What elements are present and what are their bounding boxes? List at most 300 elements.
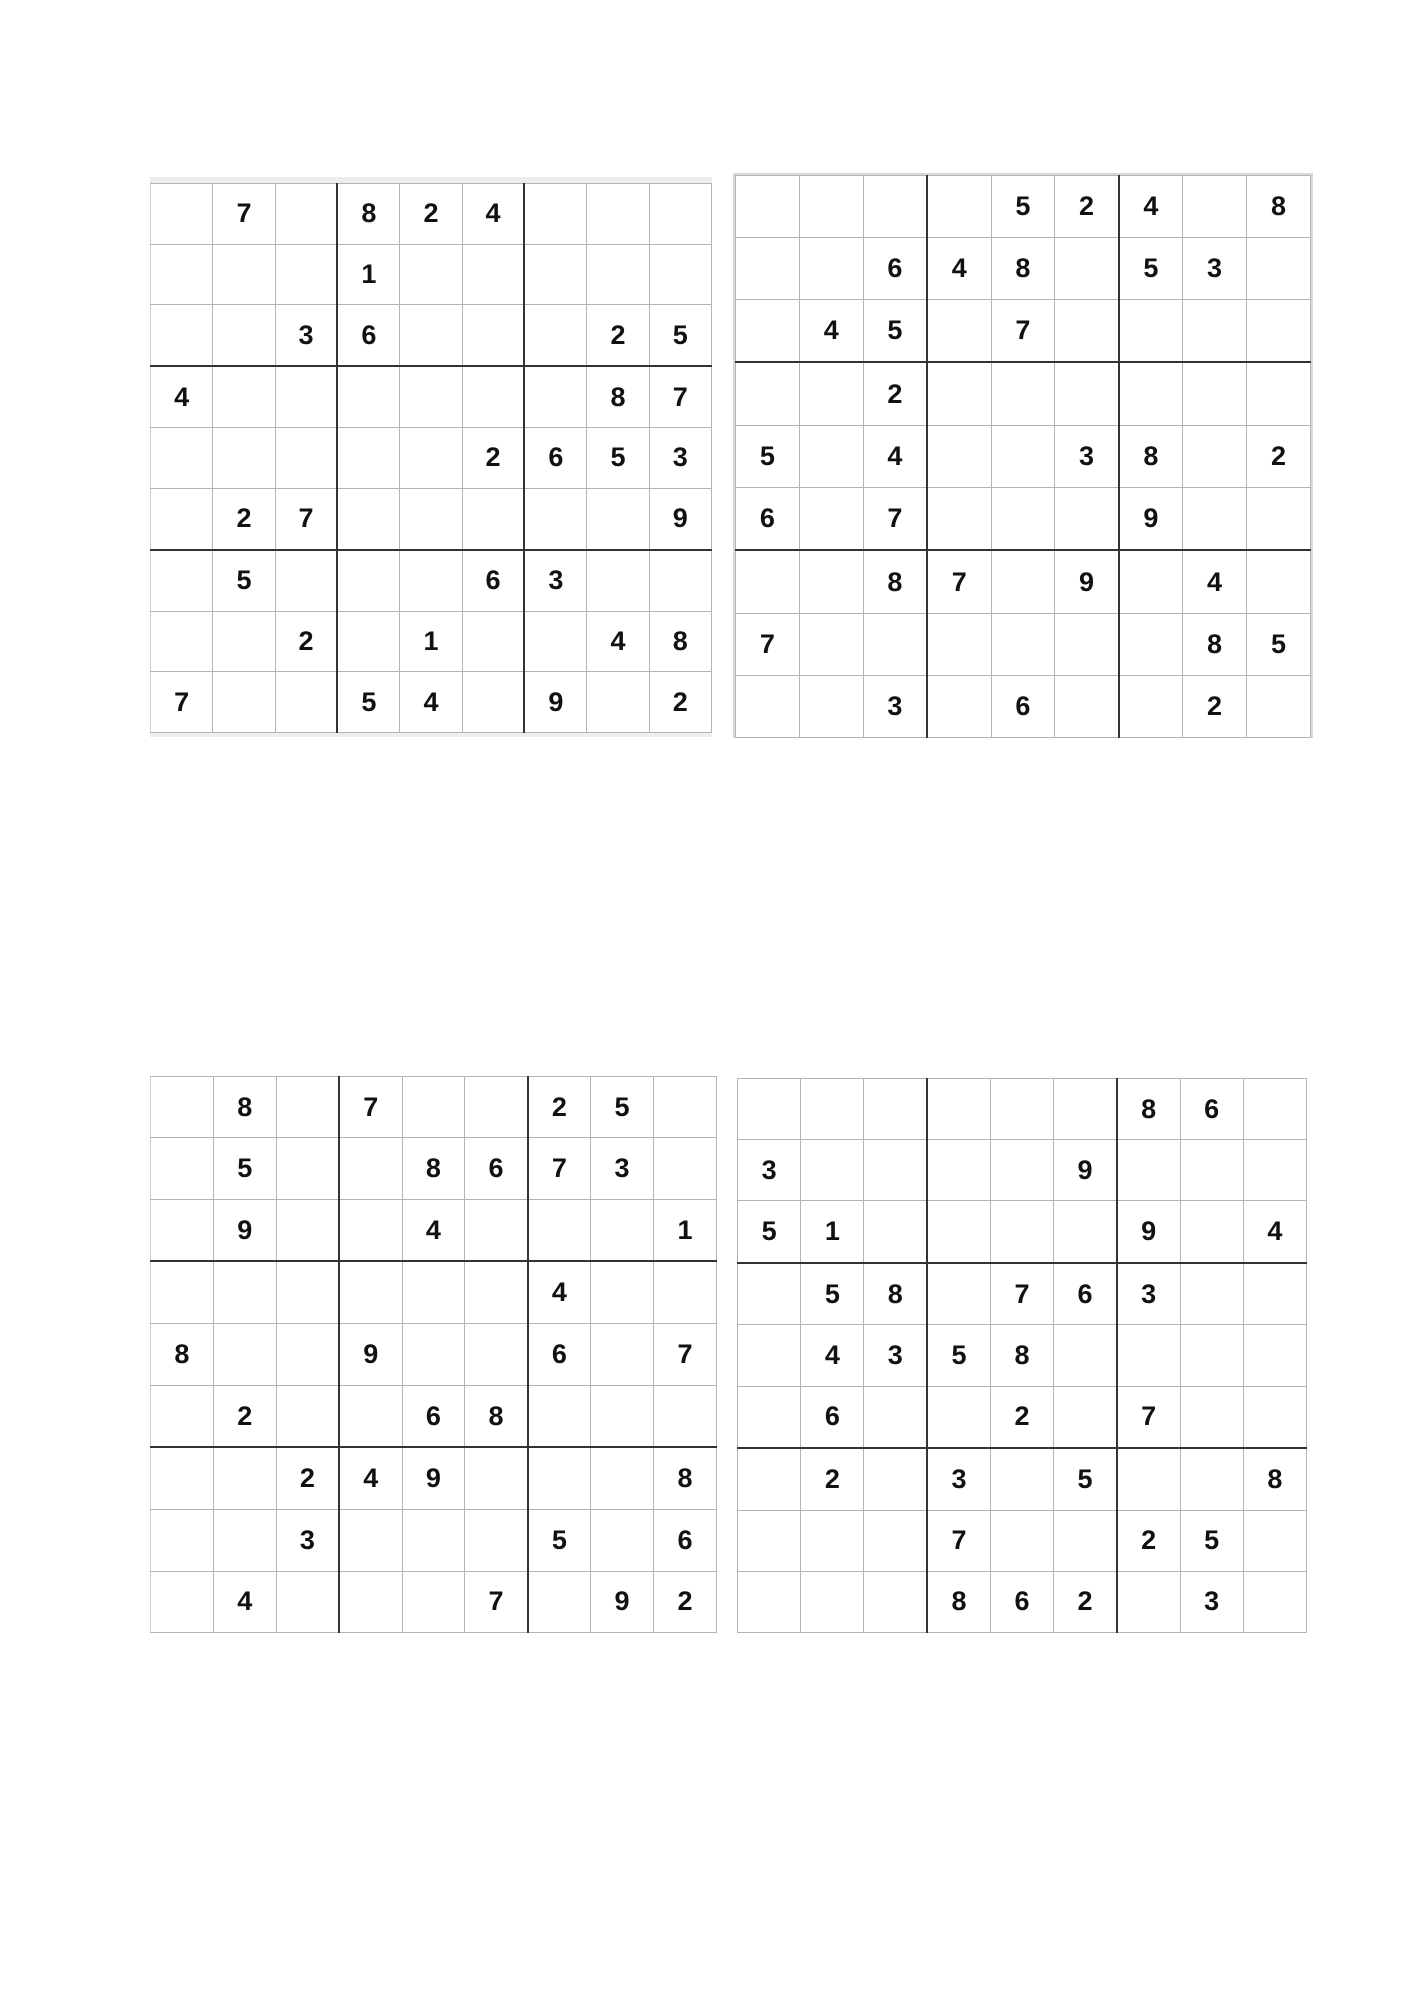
sudoku-row (736, 613, 1311, 675)
sudoku-cell (528, 1447, 591, 1509)
sudoku-cell: 8 (864, 1263, 927, 1325)
sudoku-row (738, 1571, 1307, 1632)
sudoku-cell (213, 1510, 276, 1571)
sudoku-cell (990, 1140, 1053, 1201)
sudoku-cell (649, 184, 711, 245)
sudoku-cell (400, 244, 462, 305)
sudoku-cell: 3 (275, 305, 337, 367)
sudoku-cell: 1 (400, 611, 462, 672)
sudoku-cell: 8 (465, 1385, 528, 1447)
sudoku-cell: 4 (1119, 176, 1183, 238)
sudoku-cell: 2 (400, 184, 462, 245)
sudoku-cell (1055, 362, 1119, 425)
sudoku-cell (591, 1199, 654, 1261)
sudoku-cell (275, 366, 337, 428)
sudoku-cell (151, 184, 213, 245)
sudoku-cell (654, 1385, 717, 1447)
sudoku-cell (799, 176, 863, 238)
sudoku-cell (1243, 1079, 1306, 1140)
sudoku-cell: 4 (799, 300, 863, 363)
sudoku-cell: 7 (654, 1324, 717, 1385)
sudoku-cell (151, 550, 213, 612)
sudoku-cell: 5 (801, 1263, 864, 1325)
sudoku-cell (151, 244, 213, 305)
sudoku-cell (1054, 1510, 1117, 1571)
sudoku-cell (462, 611, 524, 672)
sudoku-cell: 5 (337, 672, 399, 733)
sudoku-cell: 3 (1183, 238, 1247, 300)
sudoku-cell: 4 (1243, 1201, 1306, 1263)
sudoku-cell (276, 1385, 339, 1447)
sudoku-row (151, 366, 712, 428)
sudoku-cell: 5 (991, 176, 1055, 238)
sudoku-cell (1054, 1201, 1117, 1263)
sudoku-cell (1117, 1140, 1180, 1201)
sudoku-cell (524, 611, 586, 672)
sudoku-cell (649, 550, 711, 612)
sudoku-cell: 8 (649, 611, 711, 672)
sudoku-cell (1180, 1325, 1243, 1386)
sudoku-cell (736, 300, 800, 363)
sudoku-cell (339, 1199, 402, 1261)
sudoku-row (738, 1386, 1307, 1448)
sudoku-row (738, 1140, 1307, 1201)
sudoku-row (151, 1138, 717, 1199)
sudoku-cell: 5 (1054, 1448, 1117, 1510)
sudoku-cell (213, 1324, 276, 1385)
sudoku-cell (990, 1510, 1053, 1571)
sudoku-cell: 4 (213, 1571, 276, 1632)
sudoku-cell: 3 (649, 428, 711, 489)
sudoku-cell: 7 (927, 550, 991, 613)
sudoku-cell: 5 (528, 1510, 591, 1571)
sudoku-cell (991, 487, 1055, 550)
sudoku-cell (1180, 1140, 1243, 1201)
sudoku-cell: 4 (863, 425, 927, 487)
sudoku-cell: 7 (863, 487, 927, 550)
sudoku-cell (276, 1571, 339, 1632)
sudoku-cell (587, 672, 649, 733)
sudoku-cell (587, 184, 649, 245)
sudoku-row (736, 238, 1311, 300)
sudoku-cell (465, 1199, 528, 1261)
sudoku-cell: 3 (524, 550, 586, 612)
sudoku-cell: 8 (1243, 1448, 1306, 1510)
sudoku-cell (864, 1079, 927, 1140)
sudoku-cell: 5 (863, 300, 927, 363)
sudoku-cell: 8 (1247, 176, 1311, 238)
sudoku-cell (1183, 300, 1247, 363)
sudoku-cell (864, 1386, 927, 1448)
sudoku-cell (151, 1447, 214, 1509)
sudoku-cell (799, 487, 863, 550)
sudoku-cell: 5 (738, 1201, 801, 1263)
sudoku-row (151, 428, 712, 489)
sudoku-cell: 5 (736, 425, 800, 487)
sudoku-cell: 7 (339, 1077, 402, 1138)
sudoku-cell: 9 (1119, 487, 1183, 550)
sudoku-cell (927, 1140, 990, 1201)
sudoku-cell (864, 1510, 927, 1571)
sudoku-cell (1183, 425, 1247, 487)
sudoku-cell (1247, 550, 1311, 613)
sudoku-cell: 3 (864, 1325, 927, 1386)
sudoku-cell (799, 362, 863, 425)
sudoku-cell (864, 1201, 927, 1263)
sudoku-cell (927, 1201, 990, 1263)
sudoku-row (736, 176, 1311, 238)
sudoku-cell (799, 675, 863, 737)
sudoku-cell: 9 (649, 488, 711, 550)
sudoku-cell (524, 184, 586, 245)
sudoku-cell: 2 (587, 305, 649, 367)
sudoku-cell (339, 1510, 402, 1571)
sudoku-cell (591, 1324, 654, 1385)
sudoku-cell (151, 1385, 214, 1447)
sudoku-cell: 9 (339, 1324, 402, 1385)
sudoku-cell (1243, 1140, 1306, 1201)
sudoku-cell (1243, 1325, 1306, 1386)
sudoku-cell (991, 613, 1055, 675)
sudoku-cell: 9 (213, 1199, 276, 1261)
sudoku-cell (1055, 675, 1119, 737)
sudoku-cell (151, 305, 213, 367)
sudoku-cell: 6 (990, 1571, 1053, 1632)
sudoku-cell: 9 (1055, 550, 1119, 613)
sudoku-cell (587, 244, 649, 305)
sudoku-cell: 2 (990, 1386, 1053, 1448)
sudoku-grid (150, 183, 712, 733)
sudoku-cell (738, 1386, 801, 1448)
sudoku-cell (524, 366, 586, 428)
sudoku-row (151, 1571, 717, 1632)
sudoku-row (151, 550, 712, 612)
sudoku-cell (1054, 1079, 1117, 1140)
sudoku-cell (1117, 1448, 1180, 1510)
sudoku-cell (462, 672, 524, 733)
sudoku-cell: 6 (801, 1386, 864, 1448)
sudoku-cell: 5 (213, 550, 275, 612)
sudoku-cell: 1 (337, 244, 399, 305)
sudoku-cell (276, 1077, 339, 1138)
sudoku-cell: 2 (1054, 1571, 1117, 1632)
sudoku-cell (654, 1077, 717, 1138)
sudoku-cell (1247, 238, 1311, 300)
sudoku-cell: 3 (1055, 425, 1119, 487)
sudoku-cell (400, 428, 462, 489)
sudoku-cell (151, 1510, 214, 1571)
sudoku-cell (1180, 1263, 1243, 1325)
sudoku-cell: 6 (465, 1138, 528, 1199)
sudoku-cell: 3 (738, 1140, 801, 1201)
sudoku-cell (736, 675, 800, 737)
sudoku-cell (1055, 300, 1119, 363)
sudoku-cell (151, 1077, 214, 1138)
sudoku-cell (587, 550, 649, 612)
sudoku-cell (276, 1261, 339, 1323)
sudoku-cell (863, 176, 927, 238)
sudoku-cell (276, 1199, 339, 1261)
sudoku-cell (927, 176, 991, 238)
sudoku-cell (276, 1324, 339, 1385)
sudoku-cell: 8 (1117, 1079, 1180, 1140)
sudoku-cell: 5 (591, 1077, 654, 1138)
sudoku-row (151, 1447, 717, 1509)
sudoku-cell: 2 (801, 1448, 864, 1510)
sudoku-cell (275, 428, 337, 489)
sudoku-cell: 5 (1180, 1510, 1243, 1571)
sudoku-cell: 7 (151, 672, 213, 733)
sudoku-cell (1247, 300, 1311, 363)
sudoku-cell (587, 488, 649, 550)
sudoku-cell (1180, 1448, 1243, 1510)
sudoku-cell (1119, 300, 1183, 363)
sudoku-cell (402, 1261, 465, 1323)
sudoku-cell: 7 (649, 366, 711, 428)
sudoku-cell: 6 (991, 675, 1055, 737)
sudoku-row (736, 675, 1311, 737)
sudoku-cell: 4 (1183, 550, 1247, 613)
sudoku-cell: 6 (736, 487, 800, 550)
sudoku-cell: 2 (275, 611, 337, 672)
sudoku-cell: 8 (654, 1447, 717, 1509)
sudoku-cell: 2 (213, 1385, 276, 1447)
sudoku-cell (738, 1263, 801, 1325)
sudoku-cell (462, 488, 524, 550)
sudoku-cell: 2 (1055, 176, 1119, 238)
sudoku-cell (1183, 487, 1247, 550)
sudoku-cell (1247, 487, 1311, 550)
sudoku-cell (990, 1448, 1053, 1510)
sudoku-cell (465, 1261, 528, 1323)
sudoku-cell (213, 244, 275, 305)
sudoku-puzzle-2 (733, 173, 1313, 738)
sudoku-cell (801, 1140, 864, 1201)
sudoku-cell (591, 1261, 654, 1323)
sudoku-cell (337, 428, 399, 489)
sudoku-cell (213, 305, 275, 367)
sudoku-row (151, 1199, 717, 1261)
sudoku-cell (402, 1324, 465, 1385)
sudoku-cell (1054, 1325, 1117, 1386)
sudoku-cell: 7 (990, 1263, 1053, 1325)
sudoku-cell: 9 (1054, 1140, 1117, 1201)
sudoku-cell (927, 362, 991, 425)
sudoku-cell (927, 487, 991, 550)
sudoku-row (736, 300, 1311, 363)
sudoku-cell: 6 (1180, 1079, 1243, 1140)
sudoku-cell (1117, 1325, 1180, 1386)
sudoku-cell: 8 (402, 1138, 465, 1199)
sudoku-grid (737, 1078, 1307, 1633)
sudoku-cell (927, 675, 991, 737)
sudoku-row (151, 1261, 717, 1323)
sudoku-cell (738, 1510, 801, 1571)
sudoku-cell (339, 1571, 402, 1632)
sudoku-cell (1119, 675, 1183, 737)
sudoku-cell: 2 (1117, 1510, 1180, 1571)
sudoku-cell (649, 244, 711, 305)
sudoku-cell: 4 (801, 1325, 864, 1386)
sudoku-cell: 6 (337, 305, 399, 367)
sudoku-row (738, 1325, 1307, 1386)
sudoku-cell: 4 (339, 1447, 402, 1509)
sudoku-cell (591, 1385, 654, 1447)
sudoku-cell: 3 (591, 1138, 654, 1199)
sudoku-row (738, 1201, 1307, 1263)
sudoku-cell: 5 (649, 305, 711, 367)
sudoku-cell: 5 (587, 428, 649, 489)
sudoku-cell: 9 (524, 672, 586, 733)
sudoku-cell (799, 550, 863, 613)
sudoku-cell: 6 (528, 1324, 591, 1385)
sudoku-row (151, 611, 712, 672)
sudoku-cell: 2 (1183, 675, 1247, 737)
sudoku-cell (738, 1571, 801, 1632)
sudoku-cell: 7 (275, 488, 337, 550)
sudoku-cell (465, 1447, 528, 1509)
sudoku-cell (213, 366, 275, 428)
sudoku-cell (736, 176, 800, 238)
sudoku-cell (1243, 1571, 1306, 1632)
sudoku-row (738, 1263, 1307, 1325)
sudoku-cell: 4 (587, 611, 649, 672)
sudoku-cell (339, 1261, 402, 1323)
sudoku-cell (654, 1261, 717, 1323)
sudoku-cell (738, 1079, 801, 1140)
sudoku-row (151, 1510, 717, 1571)
sudoku-cell (591, 1447, 654, 1509)
sudoku-row (738, 1079, 1307, 1140)
sudoku-cell: 4 (400, 672, 462, 733)
sudoku-cell: 8 (927, 1571, 990, 1632)
sudoku-cell (213, 1447, 276, 1509)
sudoku-cell: 8 (213, 1077, 276, 1138)
sudoku-cell: 2 (649, 672, 711, 733)
sudoku-cell (801, 1079, 864, 1140)
sudoku-cell (528, 1571, 591, 1632)
sudoku-cell: 2 (276, 1447, 339, 1509)
sudoku-cell (275, 550, 337, 612)
sudoku-grid (150, 1076, 717, 1633)
sudoku-cell (1055, 487, 1119, 550)
sudoku-cell: 5 (1119, 238, 1183, 300)
sudoku-cell: 8 (1183, 613, 1247, 675)
sudoku-cell: 2 (863, 362, 927, 425)
sudoku-cell (736, 362, 800, 425)
sudoku-cell (864, 1140, 927, 1201)
sudoku-cell (738, 1325, 801, 1386)
sudoku-cell (402, 1077, 465, 1138)
sudoku-cell: 6 (654, 1510, 717, 1571)
sudoku-cell (801, 1510, 864, 1571)
sudoku-cell (275, 184, 337, 245)
sudoku-cell: 7 (927, 1510, 990, 1571)
sudoku-cell (400, 366, 462, 428)
sudoku-row (736, 362, 1311, 425)
sudoku-cell (151, 611, 213, 672)
sudoku-cell: 8 (1119, 425, 1183, 487)
sudoku-row (151, 488, 712, 550)
sudoku-cell (524, 244, 586, 305)
sudoku-row (151, 184, 712, 245)
sudoku-cell (400, 305, 462, 367)
sudoku-row (151, 1324, 717, 1385)
sudoku-cell (863, 613, 927, 675)
sudoku-cell (151, 1138, 214, 1199)
sudoku-cell (465, 1077, 528, 1138)
sudoku-cell (213, 428, 275, 489)
sudoku-cell (1054, 1386, 1117, 1448)
sudoku-cell (1119, 613, 1183, 675)
sudoku-cell (275, 672, 337, 733)
sudoku-cell (738, 1448, 801, 1510)
sudoku-row (151, 244, 712, 305)
sudoku-cell (151, 1571, 214, 1632)
sudoku-cell: 3 (1180, 1571, 1243, 1632)
sudoku-cell (654, 1138, 717, 1199)
sudoku-cell (151, 1261, 214, 1323)
sudoku-cell (927, 613, 991, 675)
sudoku-cell (991, 550, 1055, 613)
sudoku-puzzle-3 (150, 1076, 717, 1633)
sudoku-row (151, 305, 712, 367)
sudoku-cell (990, 1201, 1053, 1263)
sudoku-cell: 5 (927, 1325, 990, 1386)
sudoku-cell: 8 (863, 550, 927, 613)
sudoku-cell: 3 (276, 1510, 339, 1571)
sudoku-cell: 2 (462, 428, 524, 489)
sudoku-cell: 7 (736, 613, 800, 675)
sudoku-cell (1180, 1386, 1243, 1448)
sudoku-cell (864, 1571, 927, 1632)
sudoku-cell (337, 550, 399, 612)
sudoku-cell (1183, 176, 1247, 238)
sudoku-cell: 4 (151, 366, 213, 428)
sudoku-cell (1119, 362, 1183, 425)
sudoku-cell (1243, 1263, 1306, 1325)
sudoku-cell (799, 613, 863, 675)
sudoku-cell: 5 (1247, 613, 1311, 675)
sudoku-cell (799, 425, 863, 487)
sudoku-cell (1247, 675, 1311, 737)
sudoku-puzzle-1 (150, 177, 712, 737)
sudoku-row (736, 550, 1311, 613)
sudoku-cell (1180, 1201, 1243, 1263)
sudoku-grid (735, 175, 1311, 738)
sudoku-cell (1055, 238, 1119, 300)
sudoku-cell (1243, 1510, 1306, 1571)
sudoku-cell (991, 425, 1055, 487)
sudoku-cell (276, 1138, 339, 1199)
sudoku-cell: 8 (991, 238, 1055, 300)
sudoku-cell (402, 1571, 465, 1632)
sudoku-row (151, 1385, 717, 1447)
sudoku-row (738, 1510, 1307, 1571)
sudoku-cell (337, 488, 399, 550)
sudoku-cell: 7 (465, 1571, 528, 1632)
sudoku-cell: 6 (524, 428, 586, 489)
sudoku-cell (736, 238, 800, 300)
sudoku-cell (402, 1510, 465, 1571)
sudoku-cell: 7 (1117, 1386, 1180, 1448)
sudoku-row (151, 1077, 717, 1138)
sudoku-cell (465, 1510, 528, 1571)
sudoku-cell: 2 (654, 1571, 717, 1632)
sudoku-cell: 5 (213, 1138, 276, 1199)
sudoku-cell (528, 1199, 591, 1261)
sudoku-cell (339, 1385, 402, 1447)
